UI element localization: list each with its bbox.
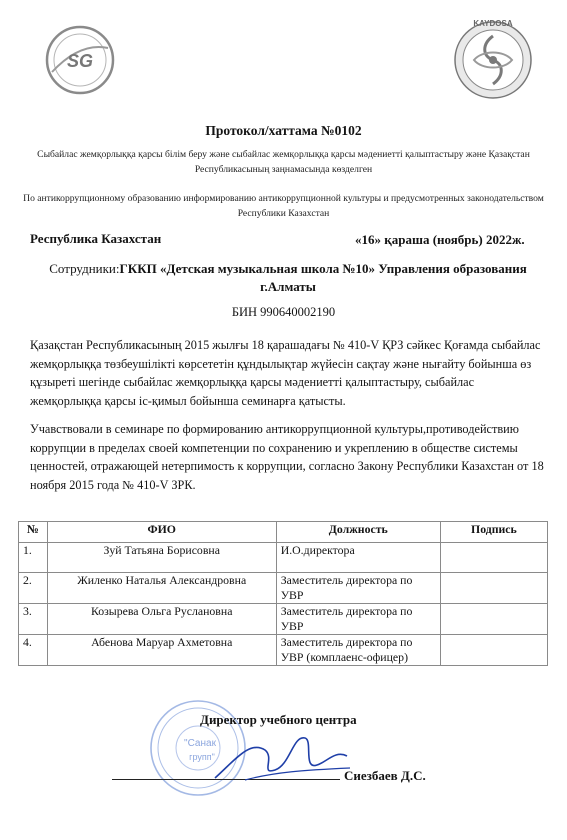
row-position: Заместитель директора по УВР: [276, 604, 440, 635]
svg-text:SG: SG: [66, 51, 94, 71]
staff-line: [28, 260, 548, 296]
row-position: И.О.директора: [276, 543, 440, 573]
row-fio: Абенова Маруар Ахметовна: [47, 635, 276, 666]
svg-text:групп": групп": [189, 752, 215, 762]
table-row: [19, 604, 548, 635]
director-label: Директор учебного центра: [200, 712, 357, 727]
republic-label: Республика Казахстан: [30, 231, 162, 246]
signer-name: Сиезбаев Д.С.: [344, 768, 426, 783]
row-signature: [440, 543, 547, 573]
row-signature: [440, 573, 547, 604]
table-header-row: [19, 522, 548, 543]
header-signature: Подпись: [440, 522, 547, 543]
row-num: 4.: [19, 635, 48, 666]
row-signature: [440, 635, 547, 666]
row-fio: Козырева Ольга Руслановна: [47, 604, 276, 635]
protocol-title: Протокол/хаттама №0102: [205, 123, 362, 138]
row-num: 1.: [19, 543, 48, 573]
kaydosa-logo: [452, 14, 534, 106]
protocol-date: «16» қараша (ноябрь) 2022ж.: [355, 232, 525, 247]
header-fio: ФИО: [47, 522, 276, 543]
svg-text:KAYDOSA: KAYDOSA: [473, 19, 513, 28]
staff-organization: ГККП «Детская музыкальная школа №10» Управления образования г.Алматы: [119, 261, 527, 294]
row-position: Заместитель директора по УВР: [276, 573, 440, 604]
bin-number: БИН 990640002190: [231, 305, 336, 319]
participants-table: [18, 521, 548, 666]
row-signature: [440, 604, 547, 635]
staff-label: Сотрудники:: [49, 261, 120, 276]
svg-text:"Санак: "Санак: [184, 738, 216, 749]
subtitle-kz: Сыбайлас жемқорлыққа қарсы білім беру және сыбайлас жемқорлыққа қарсы мәдениетті қалыптастыру және Қазақстан Республикасының заңнамасында көзделген: [37, 149, 530, 175]
handwritten-signature: [205, 720, 355, 790]
table-row: [19, 543, 548, 573]
table-row: [19, 635, 548, 666]
row-fio: Зуй Татьяна Борисовна: [47, 543, 276, 573]
header-num: №: [19, 522, 48, 543]
subtitle-ru: По антикоррупционному образованию информированию антикоррупционной культуры и предусмотренных законодательством Республики Казахстан: [23, 193, 544, 219]
row-fio: Жиленко Наталья Александровна: [47, 573, 276, 604]
sg-logo: [44, 22, 116, 98]
header-position: Должность: [276, 522, 440, 543]
row-num: 2.: [19, 573, 48, 604]
row-position: Заместитель директора по УВР (комплаенс-офицер): [276, 635, 440, 666]
row-num: 3.: [19, 604, 48, 635]
table-row: [19, 573, 548, 604]
paragraph-ru: Учавствовали в семинаре по формированию антикоррупционной культуры,противодействию коррупции в пределах своей компетенции по сохранению и укреплению в обществе системы ценностей, отражающей нетерпимость к коррупции, согласно Закону Республики Казахстан от 18 ноября 2015 года № 410-V ЗРК.: [30, 422, 544, 492]
paragraph-kz: Қазақстан Республикасының 2015 жылғы 18 қарашадағы № 410-V ҚРЗ сәйкес Қоғамда сыбайлас жемқорлыққа төзбеушілікті көрсететін құндылықтар жүйесін сақтау және нығайту бойынша өз құзыреті шегінде сыбайлас жемқорлыққа қарсы мәдениетті қалыптастыру, сыбайлас жемқорлыққа қарсы іс-қимыл бойынша семинарға қатысты.: [30, 338, 541, 408]
